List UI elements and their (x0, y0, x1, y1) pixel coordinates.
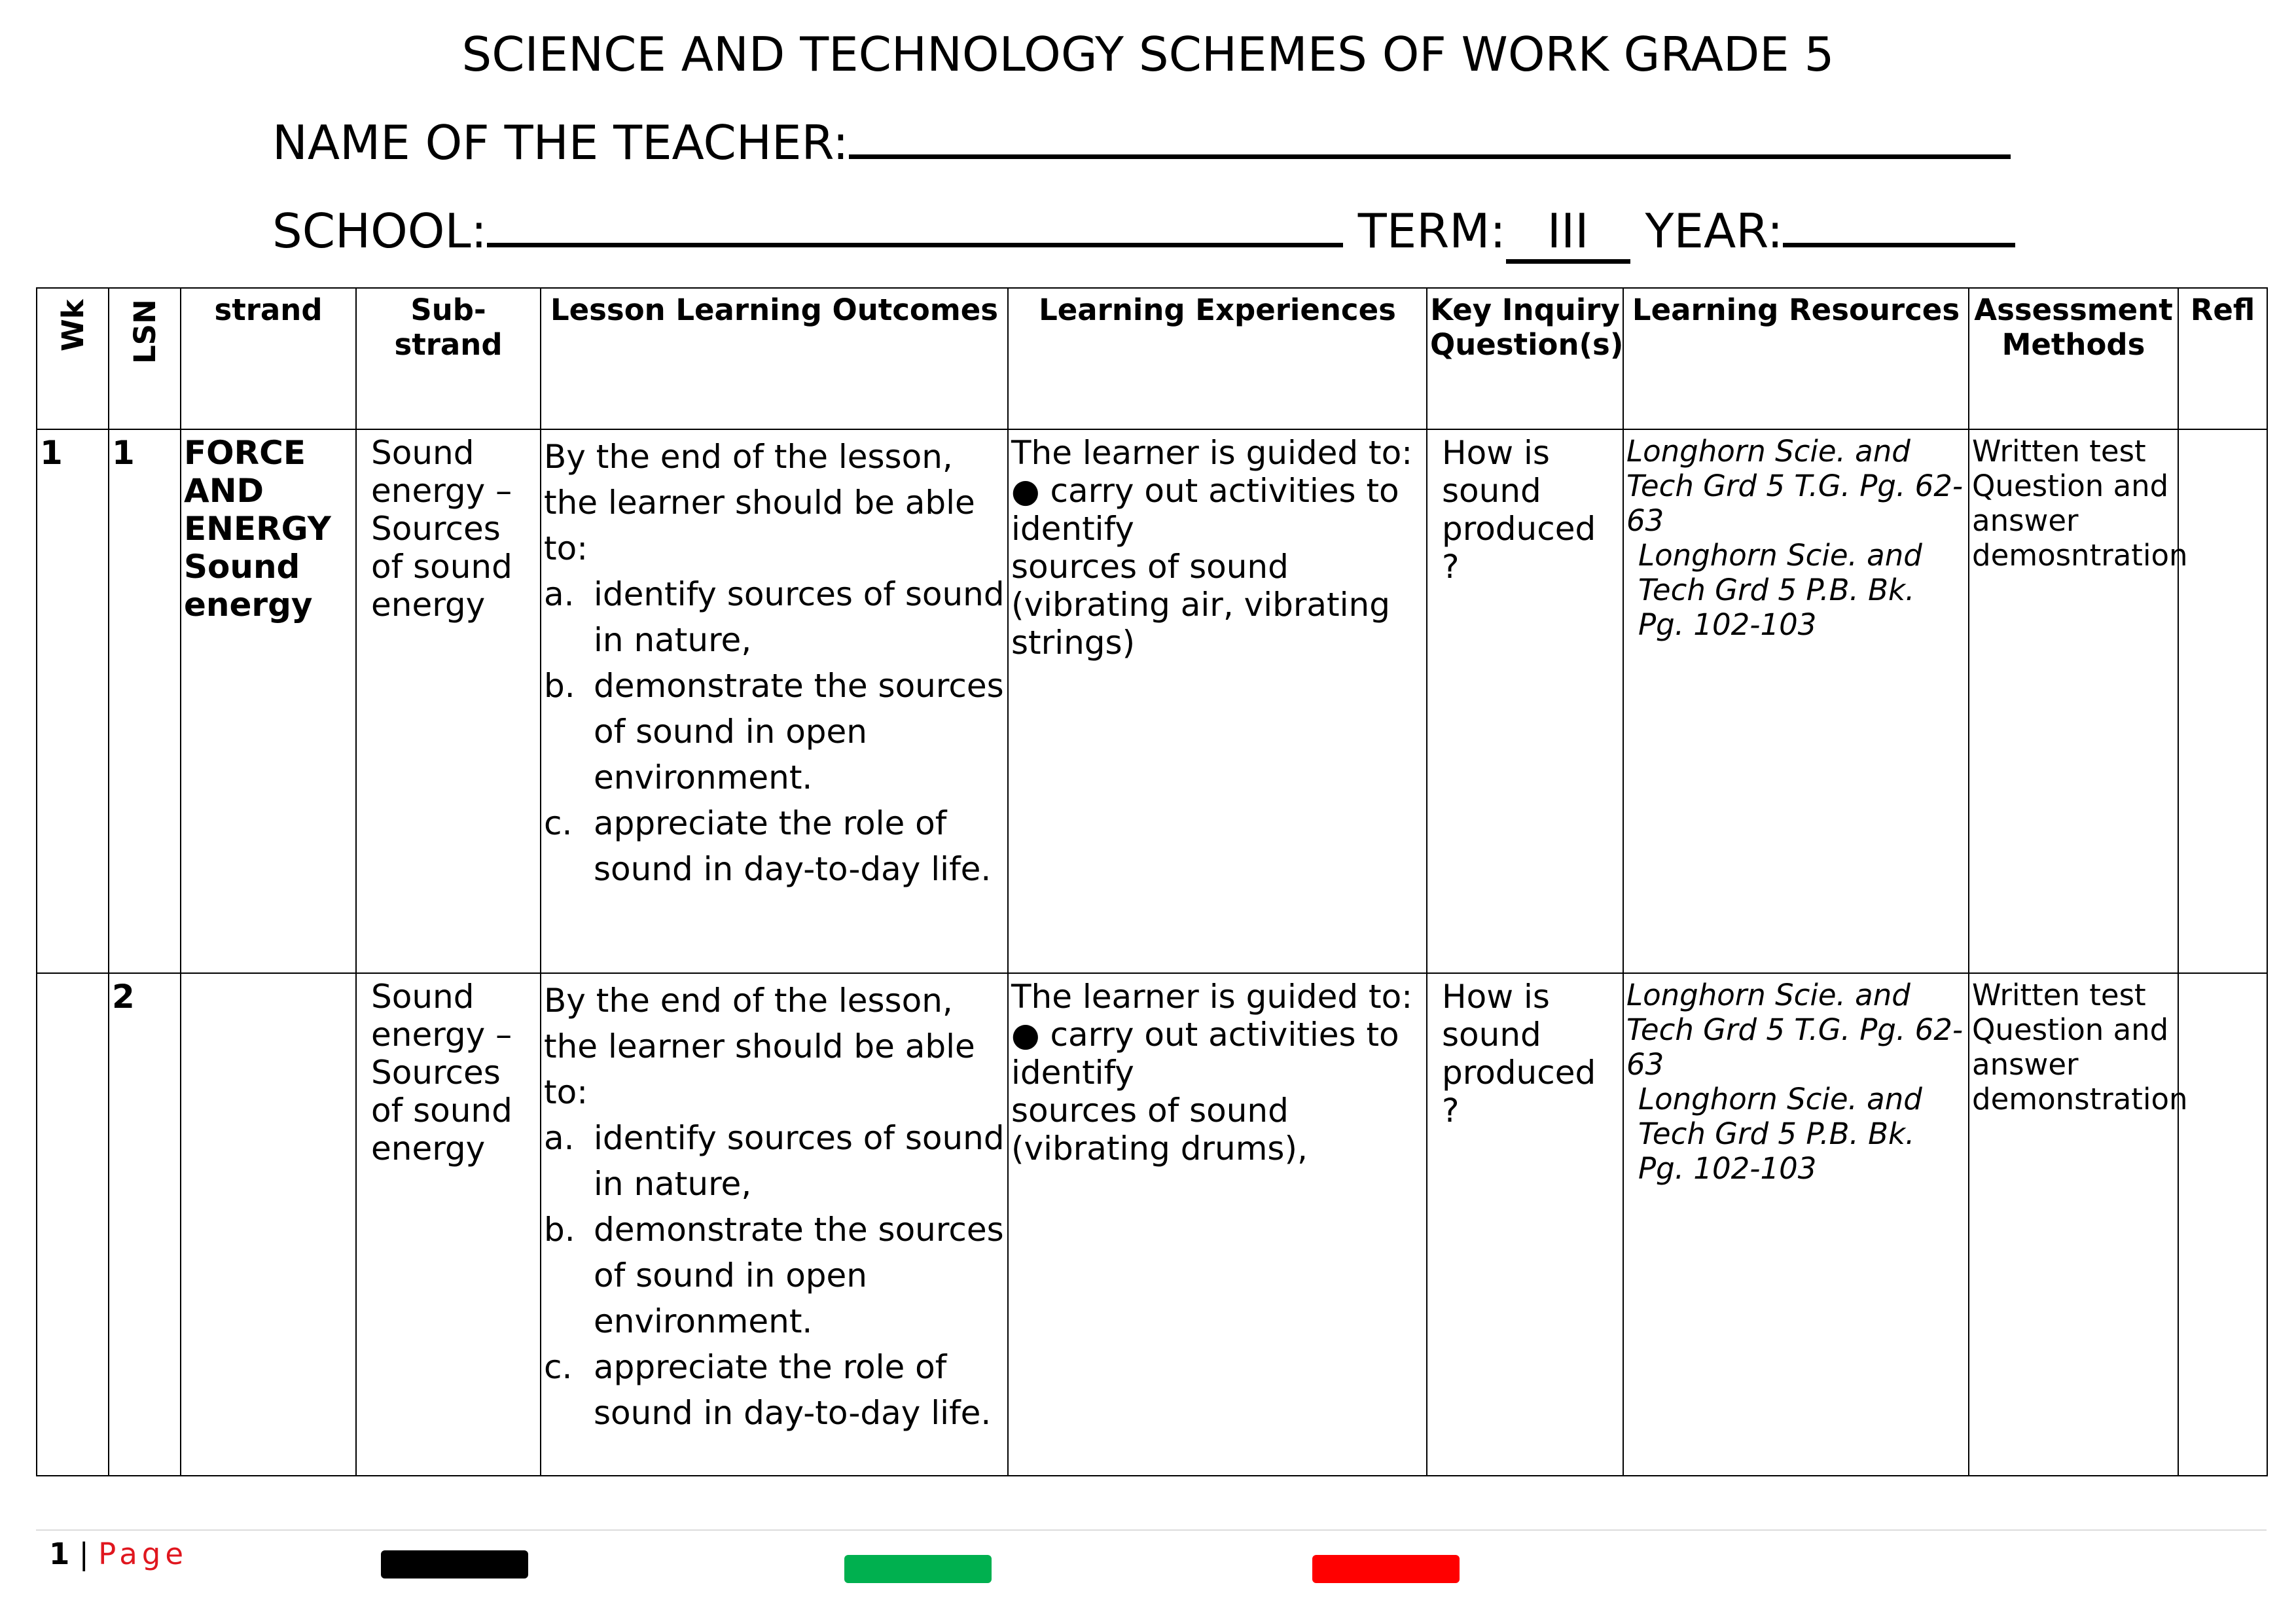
inquiry-cell: How is sound produced ? (1427, 429, 1623, 973)
experience-text: sources of sound (vibrating drums), (1011, 1092, 1308, 1168)
outcomes-list (544, 571, 1005, 892)
experiences-cell (1008, 429, 1427, 973)
substrand-cell: Sound energy – Sources of sound energy (356, 429, 541, 973)
resources-cell (1623, 429, 1969, 973)
lesson-cell: 2 (109, 973, 181, 1476)
year-label: YEAR: (1645, 204, 1784, 259)
color-swatch-green (844, 1555, 992, 1583)
experience-intro: The learner is guided to: (1011, 978, 1413, 1016)
strand-sub: Sound energy (184, 548, 313, 624)
resource-item: Longhorn Scie. and Tech Grd 5 P.B. Bk. Pg. 102-103 (1638, 1082, 1922, 1186)
reflection-cell (2178, 429, 2267, 973)
week-cell: 1 (37, 429, 109, 973)
header-inquiry: Key Inquiry Question(s) (1427, 288, 1623, 429)
teacher-label: NAME OF THE TEACHER: (272, 115, 849, 170)
outcome-item: b. demonstrate the sources of sound in open environment. (544, 1211, 1004, 1340)
assessment-cell: Written test Question and answer demonstration (1969, 973, 2178, 1476)
week-cell (37, 973, 109, 1476)
strand-cell (181, 973, 356, 1476)
outcome-item: b. demonstrate the sources of sound in open environment. (544, 667, 1004, 796)
outcomes-cell (541, 973, 1008, 1476)
outcomes-list (544, 1115, 1005, 1436)
teacher-blank (849, 115, 2011, 159)
school-blank (487, 204, 1343, 247)
term-label: TERM: (1357, 204, 1506, 259)
table-row (37, 973, 2267, 1476)
header-experiences: Learning Experiences (1008, 288, 1427, 429)
experiences-cell (1008, 973, 1427, 1476)
assessment-cell: Written test Question and answer demosntration (1969, 429, 2178, 973)
resources-cell (1623, 973, 1969, 1476)
header-lsn: LSN (109, 288, 181, 429)
outcomes-intro: By the end of the lesson, the learner should be able to: (544, 438, 975, 567)
table-row (37, 429, 2267, 973)
header-reflection: Refl (2178, 288, 2267, 429)
page-separator: | (79, 1537, 89, 1571)
outcome-item: a. identify sources of sound in nature, (544, 1119, 1005, 1203)
school-term-year-line (272, 203, 2015, 264)
experience-bullet: ● carry out activities to identify (1011, 1016, 1399, 1092)
color-swatch-black (381, 1550, 528, 1578)
experience-bullet: ● carry out activities to identify (1011, 472, 1399, 548)
header-outcomes: Lesson Learning Outcomes (541, 288, 1008, 429)
outcomes-intro: By the end of the lesson, the learner should be able to: (544, 982, 975, 1111)
teacher-line (272, 115, 2011, 171)
resource-item: Longhorn Scie. and Tech Grd 5 T.G. Pg. 62-63 (1626, 434, 1964, 538)
reflection-cell (2178, 973, 2267, 1476)
color-swatch-red (1312, 1555, 1460, 1583)
resource-item: Longhorn Scie. and Tech Grd 5 P.B. Bk. Pg. 102-103 (1638, 538, 1922, 642)
lesson-cell: 1 (109, 429, 181, 973)
page-title: SCIENCE AND TECHNOLOGY SCHEMES OF WORK GRADE 5 (461, 27, 1835, 82)
school-label: SCHOOL: (272, 204, 487, 259)
experience-text: sources of sound (vibrating air, vibrating strings) (1011, 548, 1390, 662)
outcome-item: a. identify sources of sound in nature, (544, 575, 1005, 659)
scheme-table (36, 287, 2268, 1476)
header-strand: strand (181, 288, 356, 429)
substrand-cell: Sound energy – Sources of sound energy (356, 973, 541, 1476)
header-resources: Learning Resources (1623, 288, 1969, 429)
outcome-item: c. appreciate the role of sound in day-to-day life. (544, 1348, 992, 1432)
term-value: III (1506, 203, 1630, 264)
outcomes-cell (541, 429, 1008, 973)
outcome-item: c. appreciate the role of sound in day-to-day life. (544, 804, 992, 888)
resource-item: Longhorn Scie. and Tech Grd 5 T.G. Pg. 62-63 (1626, 978, 1964, 1082)
header-assessment: Assessment Methods (1969, 288, 2178, 429)
inquiry-cell: How is sound produced ? (1427, 973, 1623, 1476)
strand-cell (181, 429, 356, 973)
footer-divider (36, 1529, 2267, 1531)
header-row (37, 288, 2267, 429)
page-number (49, 1537, 188, 1571)
page-number-value: 1 (49, 1537, 70, 1571)
header-wk: Wk (37, 288, 109, 429)
year-blank (1783, 204, 2015, 247)
header-substrand: Sub-strand (356, 288, 541, 429)
strand-name: FORCE AND ENERGY (184, 434, 331, 548)
experience-intro: The learner is guided to: (1011, 434, 1413, 472)
page-word: Page (98, 1537, 188, 1571)
